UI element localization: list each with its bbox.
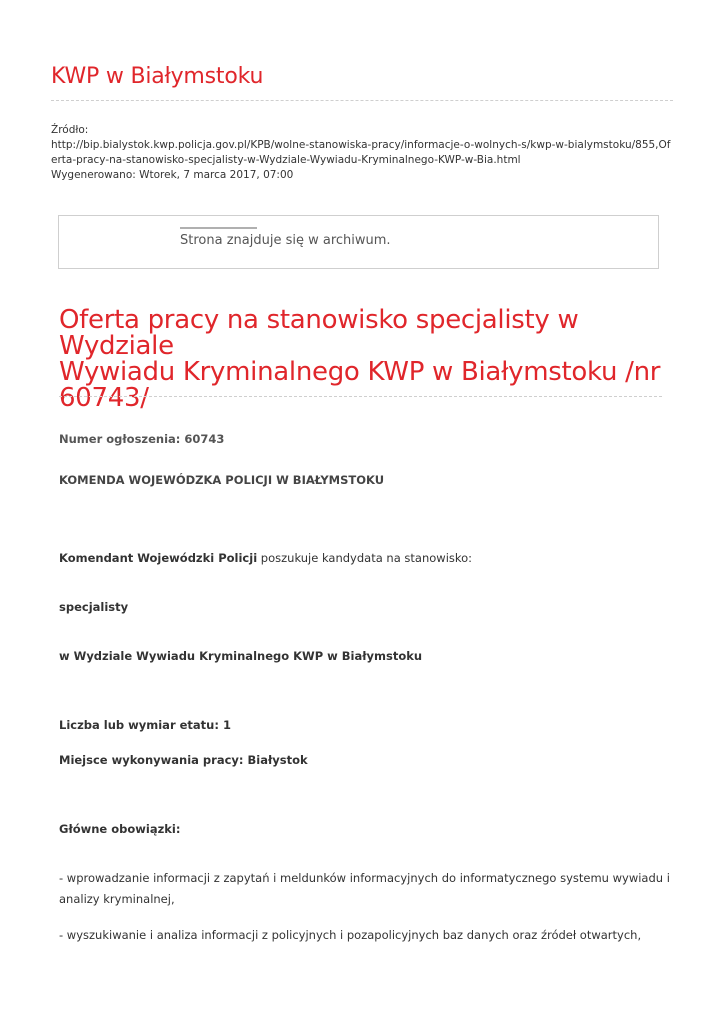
department-name: w Wydziale Wywiadu Kryminalnego KWP w Białymstoku — [59, 649, 423, 663]
source-url-line-2[interactable]: erta-pracy-na-stanowisko-specjalisty-w-Wydziale-Wywiadu-Kryminalnego-KWP-w-Bia.html — [51, 154, 521, 166]
seeking-text: poszukuje kandydata na stanowisko: — [257, 551, 473, 565]
header-divider — [51, 100, 673, 101]
archive-notice-box — [58, 215, 659, 269]
duty-item-2: - wyszukiwanie i analiza informacji z policyjnych i pozapolicyjnych baz danych oraz źródeł otwartych, — [59, 928, 642, 942]
archive-notice-text: Strona znajduje się w archiwum. — [180, 233, 391, 248]
article-title-line-2: Wywiadu Kryminalnego KWP w Białymstoku /nr — [59, 357, 661, 387]
generated-date: Wygenerowano: Wtorek, 7 marca 2017, 07:00 — [51, 169, 294, 181]
site-title: KWP w Białymstoku — [51, 64, 264, 89]
commander-title: Komendant Wojewódzki Policji — [59, 551, 258, 565]
archive-notice-bar — [180, 227, 257, 229]
duty-item-1-line-2: analizy kryminalnej, — [59, 892, 175, 906]
article-title-line-3: 60743/ — [59, 383, 149, 413]
article-title-line-1: Oferta pracy na stanowisko specjalisty w Wydziale — [59, 305, 579, 361]
duties-heading: Główne obowiązki: — [59, 822, 181, 836]
offer-number: Numer ogłoszenia: 60743 — [59, 432, 225, 446]
fte-info: Liczba lub wymiar etatu: 1 — [59, 718, 231, 732]
institution-name: KOMENDA WOJEWÓDZKA POLICJI W BIAŁYMSTOKU — [59, 473, 385, 487]
source-url-line-1[interactable]: http://bip.bialystok.kwp.policja.gov.pl/KPB/wolne-stanowiska-pracy/informacje-o-wolnych-s/kwp-w-bialymstoku/855,Of — [51, 139, 671, 151]
source-info — [51, 123, 676, 183]
work-location: Miejsce wykonywania pracy: Białystok — [59, 753, 308, 767]
article-divider — [59, 396, 662, 397]
source-label: Źródło: — [51, 124, 89, 136]
seeking-sentence — [59, 551, 472, 565]
position-name: specjalisty — [59, 600, 129, 614]
duty-item-1-line-1: - wprowadzanie informacji z zapytań i meldunków informacyjnych do informatycznego systemu wywiadu i — [59, 871, 670, 885]
